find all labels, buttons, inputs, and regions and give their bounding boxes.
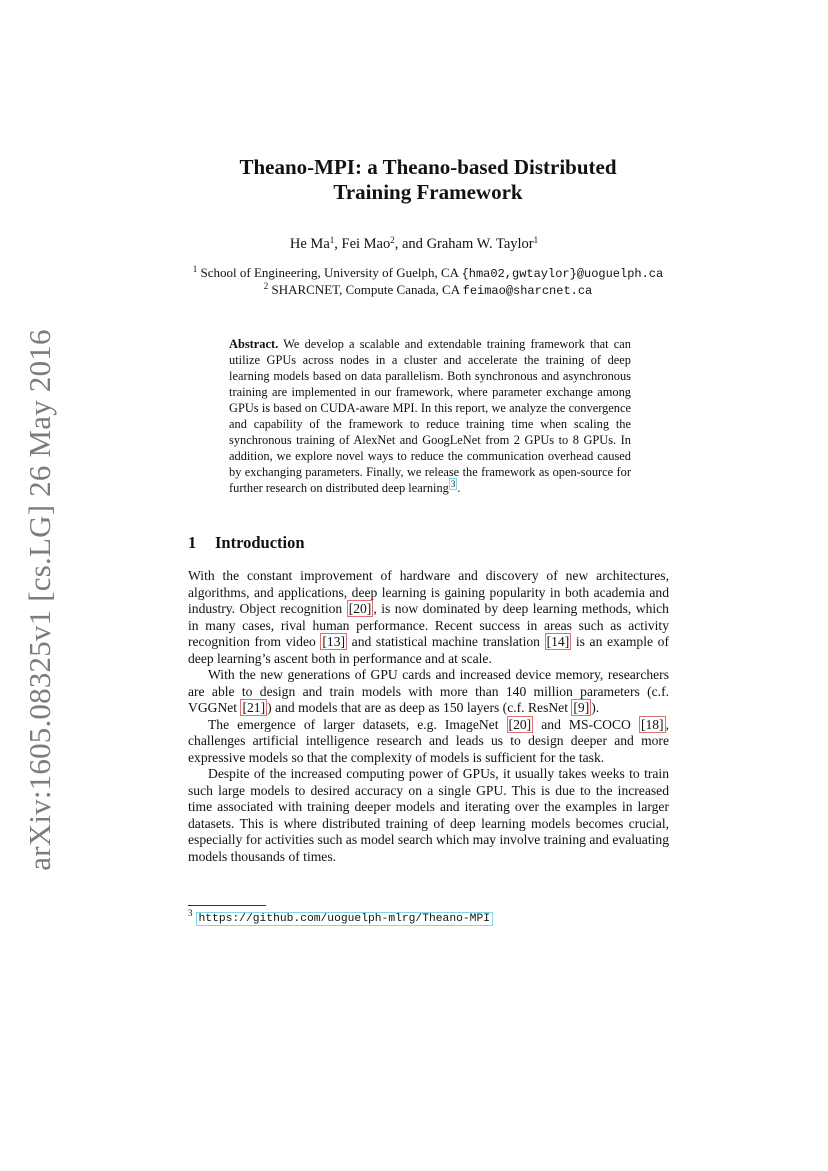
paragraph-text: The emergence of larger datasets, e.g. ImageNet xyxy=(208,716,507,732)
author-mark: 1 xyxy=(329,235,335,245)
paragraph-text: and MS-COCO xyxy=(533,716,639,732)
paragraph-text: , is now dominated by deep learning methods, which in many cases, rival human performance. Recent success in areas such as activity recognition from video xyxy=(188,601,669,649)
section-title: Introduction xyxy=(215,533,305,552)
affiliation-text: SHARCNET, Compute Canada, CA xyxy=(271,282,463,297)
title-line-2: Training Framework xyxy=(333,180,523,204)
author-mark: 1 xyxy=(533,235,539,245)
abstract-label: Abstract. xyxy=(229,337,279,351)
author-list xyxy=(0,236,828,253)
paragraph-2 xyxy=(188,667,669,717)
author-separator: , xyxy=(334,236,342,252)
footnote xyxy=(188,910,493,925)
affiliation-text: School of Engineering, University of Guelph, CA xyxy=(200,265,462,280)
author-name: Fei Mao xyxy=(341,236,391,252)
title-line-1: Theano-MPI: a Theano-based Distributed xyxy=(239,155,617,179)
citation-link[interactable]: [21] xyxy=(242,700,266,715)
paragraph-text: With the new generations of GPU cards and increased device memory, researchers are able to design and train models with more than 140 million parameters (c.f. VGGNet xyxy=(188,667,669,715)
affiliation-1 xyxy=(150,265,706,281)
paragraph-text: ) and models that are as deep as 150 layers (c.f. ResNet xyxy=(267,700,572,715)
paragraph-4: Despite of the increased computing power of GPUs, it usually takes weeks to train such large models to desired accuracy on a single GPU. This is due to the increased time associated with training deeper models and iterating over the examples in larger datasets. This is where distributed training of deep learning models becomes crucial, especially for activities such as model search which may involve training and evaluating models thousands of times. xyxy=(188,766,669,864)
affiliation-email[interactable]: {hma02,gwtaylor}@uoguelph.ca xyxy=(461,267,664,281)
affiliation-2 xyxy=(150,282,706,298)
citation-link[interactable]: [9] xyxy=(573,700,590,715)
author-name: He Ma xyxy=(289,236,330,252)
citation-link[interactable]: [20] xyxy=(348,601,372,616)
arxiv-identifier: arXiv:1605.08325v1 [cs.LG] 26 May 2016 xyxy=(22,329,57,871)
arxiv-side-stamp xyxy=(16,329,64,871)
section-heading xyxy=(188,533,305,553)
citation-link[interactable]: [13] xyxy=(322,634,346,649)
paragraph-text: , challenges artificial intelligence research and leads us to design deeper and more expressive models so that the complexity of models is sufficient for the task. xyxy=(188,716,669,765)
paper-title xyxy=(170,155,686,205)
paragraph-text: and statistical machine translation xyxy=(347,634,545,649)
paragraph-text: is an example of deep learning’s ascent both in performance and at scale. xyxy=(188,634,669,666)
section-number: 1 xyxy=(188,533,197,552)
citation-link[interactable]: [18] xyxy=(640,716,664,732)
abstract-text: We develop a scalable and extendable training framework that can utilize GPUs across nodes in a cluster and accelerate the training of deep learning models based on data parallelism. Both synchronous and asynchronous training are implemented in our framework, where parameter exchange among GPUs is based on CUDA-aware MPI. In this report, we analyze the convergence and capability of the framework to reduce training time when scaling the synchronous training of AlexNet and GoogLeNet from 2 GPUs to 8 GPUs. In addition, we explore novel ways to reduce the communication overhead caused by exchanging parameters. Finally, we release the framework as open-source for further research on distributed deep learning xyxy=(229,337,632,495)
github-link[interactable]: https://github.com/uoguelph-mlrg/Theano-MPI xyxy=(196,912,494,926)
affiliation-mark: 2 xyxy=(263,281,269,291)
author-separator: , and xyxy=(394,236,427,252)
affiliation-mark: 1 xyxy=(192,264,198,274)
paragraph-text: With the constant improvement of hardware and discovery of new architectures, algorithms, and applications, deep learning is gaining popularity in both academia and industry. Object recognition xyxy=(188,568,669,616)
paragraph-text: ). xyxy=(591,700,600,715)
abstract-end: . xyxy=(457,481,461,495)
paragraph-1 xyxy=(188,568,669,667)
footnote-divider xyxy=(188,905,266,906)
paragraph-3 xyxy=(188,717,669,767)
introduction-body xyxy=(188,568,669,865)
affiliation-email[interactable]: feimao@sharcnet.ca xyxy=(462,284,593,298)
citation-link[interactable]: [20] xyxy=(508,716,532,732)
author-mark: 2 xyxy=(390,235,395,245)
footnote-link[interactable]: 3 xyxy=(450,479,456,489)
footnote-mark: 3 xyxy=(188,908,193,918)
abstract xyxy=(229,336,631,496)
author-name: Graham W. Taylor xyxy=(426,236,534,252)
citation-link[interactable]: [14] xyxy=(546,634,570,649)
